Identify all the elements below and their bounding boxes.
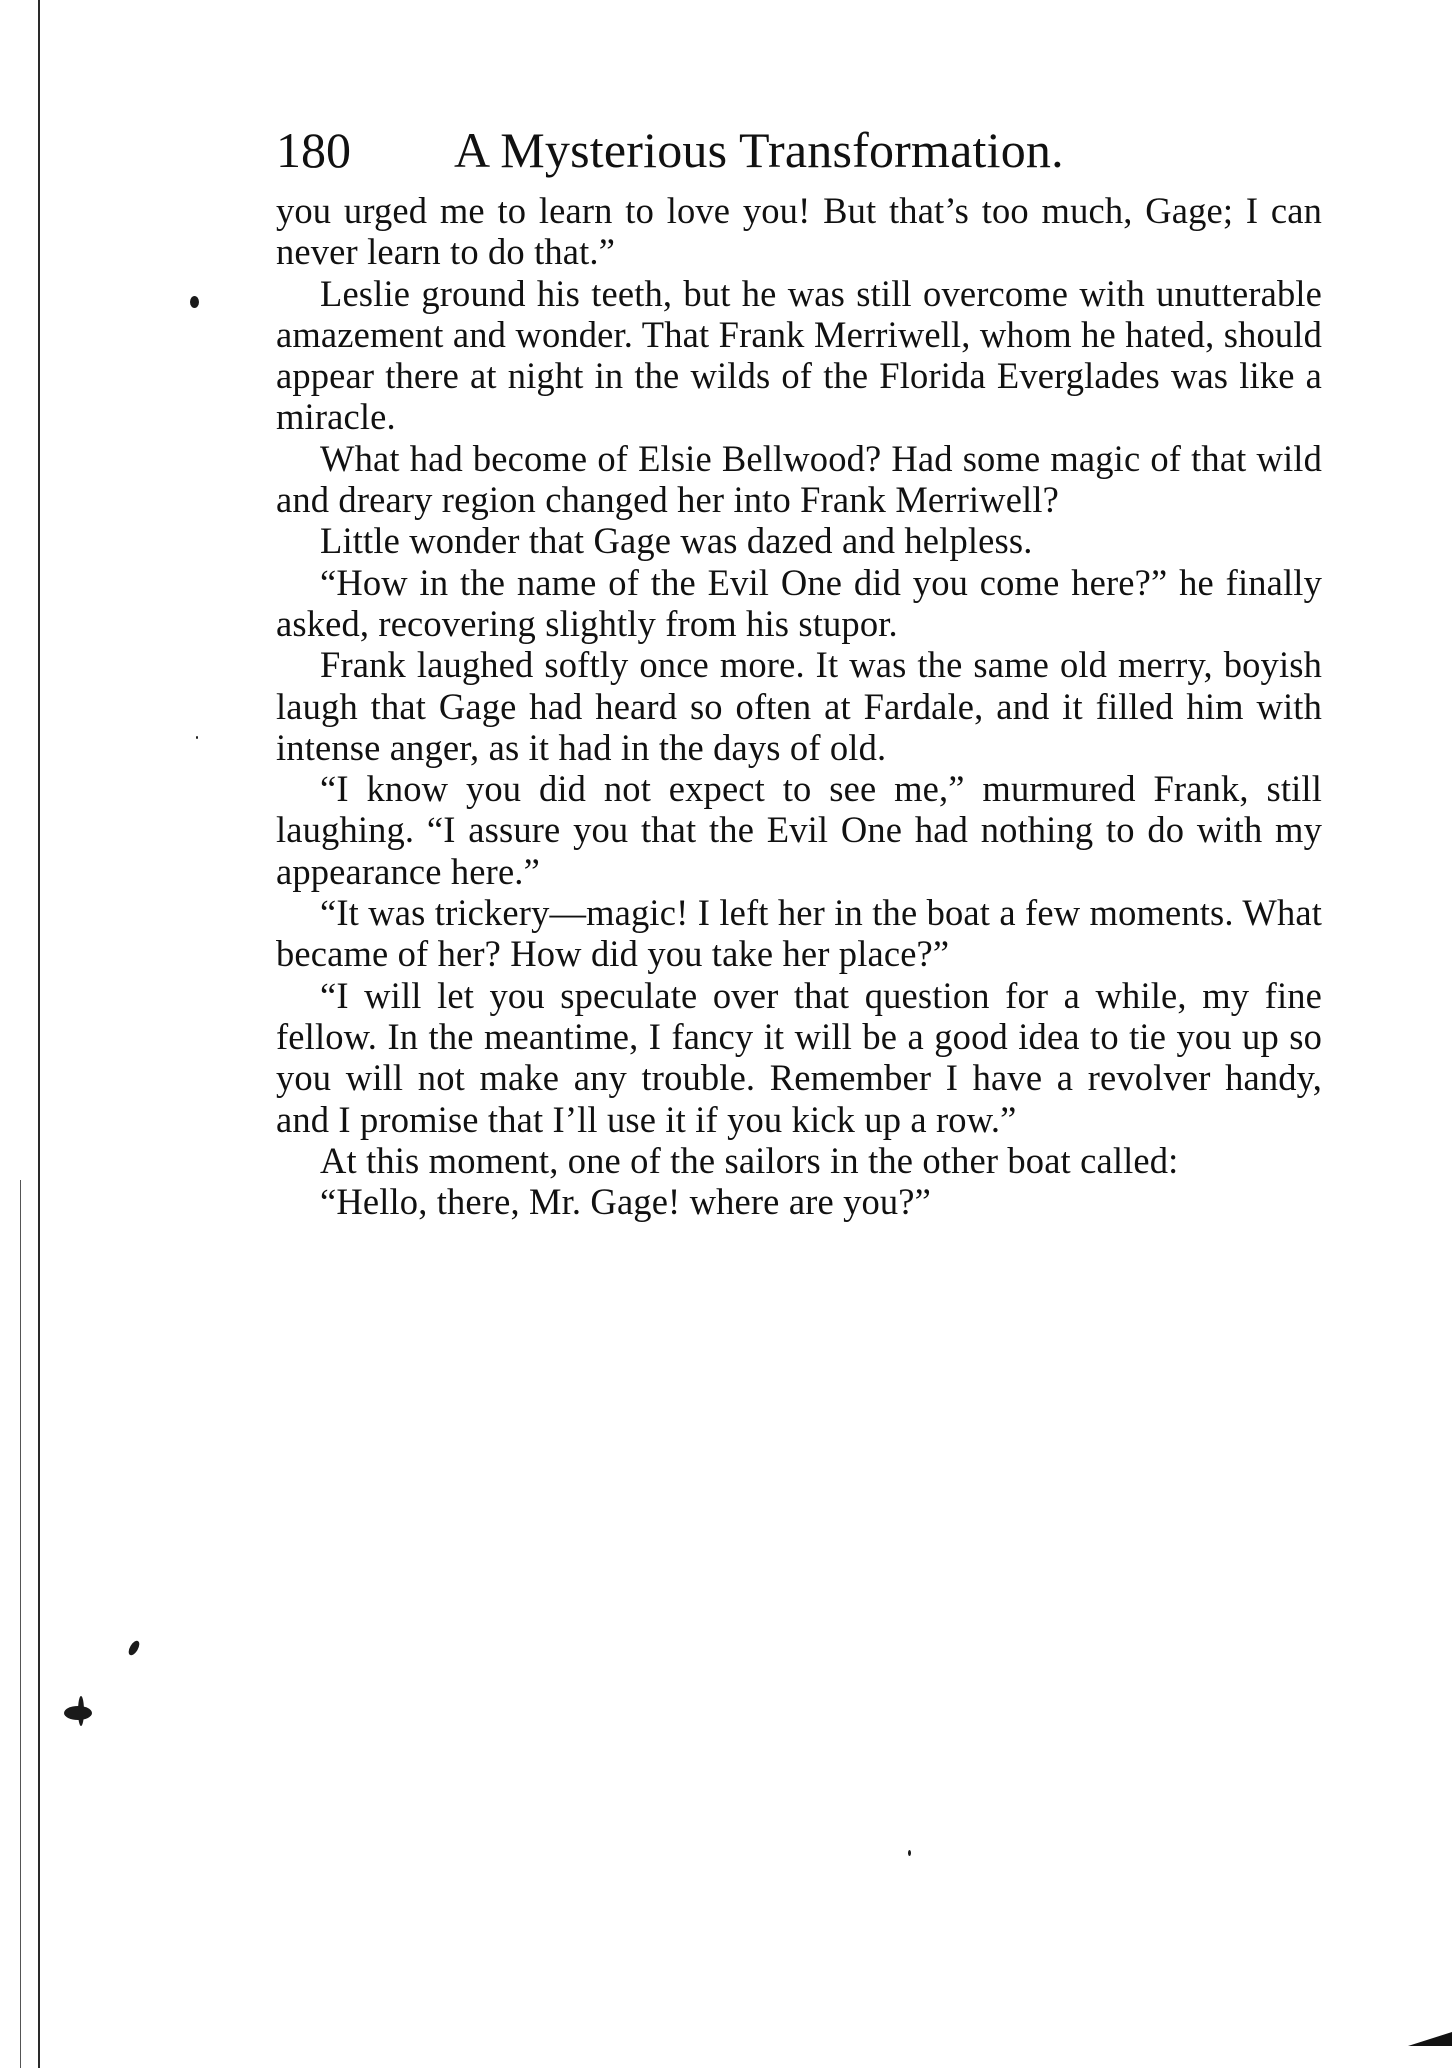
paragraph: “I know you did not expect to see me,” murmured Frank, still laughing. “I assure you that the Evil One had nothing to do with my appearance here.” xyxy=(276,768,1322,892)
binding-edge-line xyxy=(38,0,40,2068)
paragraph: Leslie ground his teeth, but he was still overcome with unutterable amazement and wonder. That Frank Merriwell, whom he hated, should appear there at night in the wilds of the Florida Everglades was like a miracle. xyxy=(276,272,1322,438)
page-corner-mark xyxy=(1408,2032,1452,2046)
ink-speck xyxy=(78,1696,84,1726)
paragraph: Little wonder that Gage was dazed and helpless. xyxy=(320,520,1033,562)
running-title: A Mysterious Transformation. xyxy=(454,122,1064,178)
paragraph: At this moment, one of the sailors in the other boat called: xyxy=(320,1139,1179,1181)
ink-speck xyxy=(127,1639,142,1657)
paragraph: What had become of Elsie Bellwood? Had some magic of that wild and dreary region changed her into Frank Merriwell? xyxy=(276,437,1322,521)
paragraph: Frank laughed softly once more. It was the same old merry, boyish laugh that Gage had heard so often at Fardale, and it filled him with intense anger, as it had in the days of old. xyxy=(276,644,1322,768)
running-head xyxy=(276,112,1322,188)
binding-edge-line-secondary xyxy=(20,1180,21,2068)
paragraph: “Hello, there, Mr. Gage! where are you?” xyxy=(320,1181,931,1223)
ink-speck xyxy=(190,296,199,308)
paragraph: “It was trickery—magic! I left her in the boat a few moments. What became of her? How did you take her place?” xyxy=(276,892,1322,975)
book-page xyxy=(276,112,1322,1222)
body-text xyxy=(276,190,1322,1222)
ink-speck xyxy=(196,736,198,739)
paragraph: you urged me to learn to love you! But that’s too much, Gage; I can never learn to do that.” xyxy=(276,190,1322,273)
paragraph: “I will let you speculate over that question for a while, my fine fellow. In the meantime, I fancy it will be a good idea to tie you up so you will not make any trouble. Remember I have a revolver handy, and I promise that I’ll use it if you kick up a row.” xyxy=(276,974,1322,1140)
ink-speck xyxy=(908,1850,911,1856)
page-number: 180 xyxy=(276,122,351,178)
paragraph: “How in the name of the Evil One did you come here?” he finally asked, recovering slightly from his stupor. xyxy=(276,561,1322,644)
